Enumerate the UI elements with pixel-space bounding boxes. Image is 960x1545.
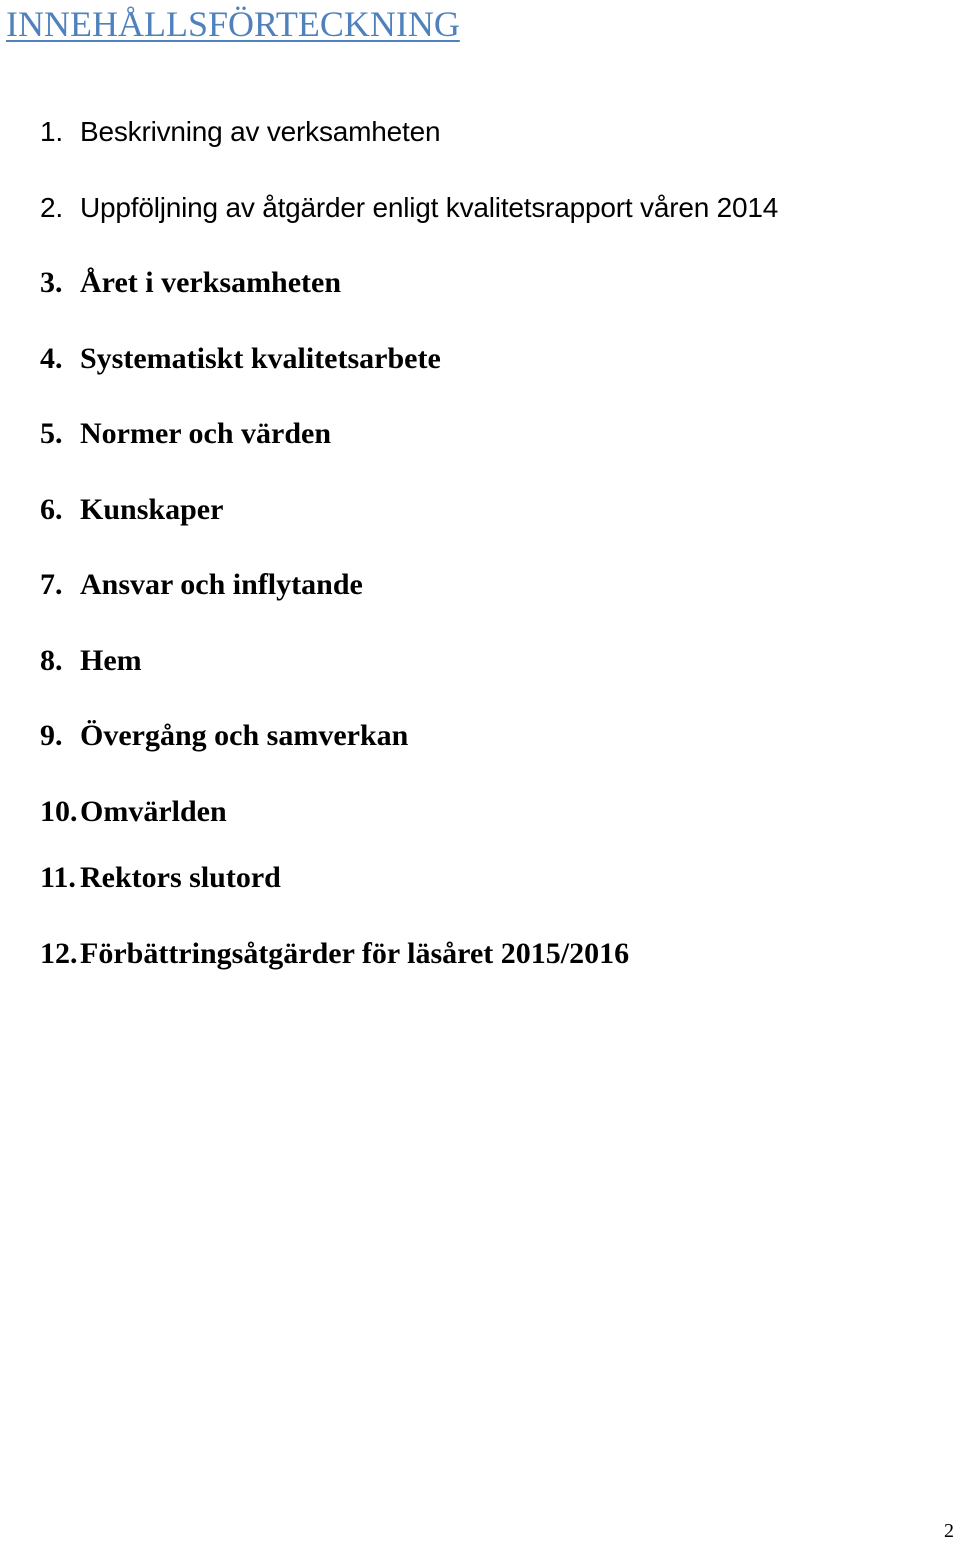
toc-item-11[interactable] [40, 858, 281, 898]
toc-item-text: Hem [80, 644, 142, 677]
toc-item-number: 6. [40, 493, 63, 526]
toc-item-5[interactable] [40, 414, 331, 454]
toc-item-number: 9. [40, 719, 63, 752]
toc-item-number: 1. [40, 116, 63, 147]
toc-item-3[interactable] [40, 263, 341, 303]
toc-item-text: Beskrivning av verksamheten [80, 116, 441, 147]
toc-item-number: 4. [40, 342, 63, 375]
toc-item-number: 7. [40, 568, 63, 601]
toc-item-number: 3. [40, 266, 63, 299]
toc-item-number: 8. [40, 644, 63, 677]
page-number: 2 [944, 1520, 954, 1542]
toc-item-number: 11. [40, 861, 76, 894]
toc-item-number: 2. [40, 192, 63, 223]
toc-item-text: Året i verksamheten [80, 266, 342, 299]
toc-item-9[interactable] [40, 716, 408, 756]
toc-item-text: Normer och värden [80, 417, 332, 450]
toc-item-text: Förbättringsåtgärder för läsåret 2015/2016 [80, 937, 630, 970]
toc-item-12[interactable] [40, 934, 629, 974]
toc-item-text: Ansvar och inflytande [80, 568, 363, 601]
toc-item-number: 5. [40, 417, 63, 450]
toc-item-text: Rektors slutord [80, 861, 281, 894]
toc-item-text: Kunskaper [80, 493, 224, 526]
toc-item-number: 12. [40, 937, 78, 970]
toc-item-8[interactable] [40, 641, 142, 681]
toc-item-10[interactable] [40, 792, 227, 832]
toc-item-text: Omvärlden [80, 795, 227, 828]
toc-item-text: Systematiskt kvalitetsarbete [80, 342, 441, 375]
toc-item-6[interactable] [40, 490, 223, 530]
toc-item-2[interactable] [40, 188, 778, 228]
toc-item-7[interactable] [40, 565, 363, 605]
toc-item-1[interactable] [40, 112, 440, 152]
page-title: INNEHÅLLSFÖRTECKNING [6, 4, 460, 44]
toc-item-text: Uppföljning av åtgärder enligt kvalitetsrapport våren 2014 [80, 192, 779, 223]
toc-item-number: 10. [40, 795, 78, 828]
toc-item-4[interactable] [40, 339, 441, 379]
toc-item-text: Övergång och samverkan [80, 719, 409, 752]
